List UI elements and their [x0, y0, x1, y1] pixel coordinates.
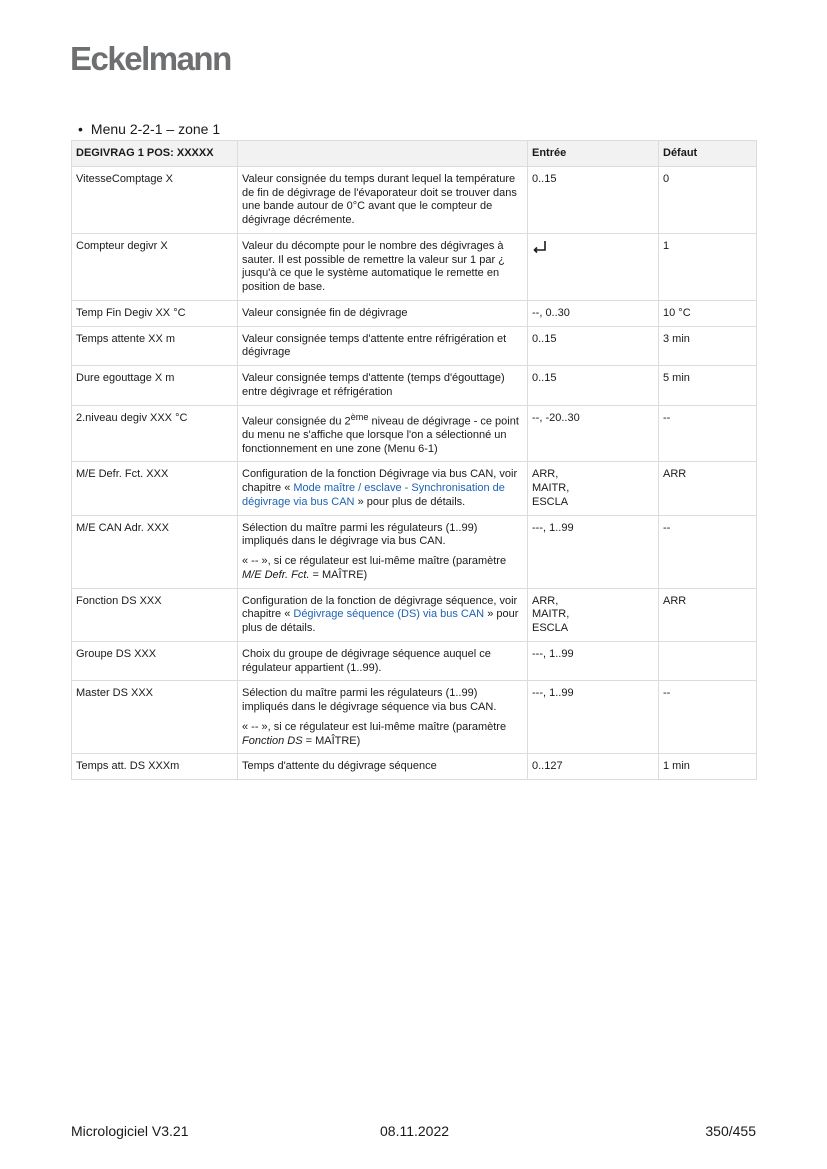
param-name: Fonction DS XXX [72, 588, 238, 641]
input-option: ESCLA [532, 622, 569, 635]
table-row [72, 515, 757, 588]
enter-key-icon [532, 240, 548, 254]
input-option: MAITR, [532, 608, 570, 621]
param-name: M/E Defr. Fct. XXX [72, 462, 238, 515]
table-row [72, 641, 757, 681]
table-row [72, 588, 757, 641]
desc-text: » pour plus de détails. [242, 608, 519, 635]
param-reference: Fonction DS [242, 734, 303, 747]
table-header-row [72, 141, 757, 167]
param-default: 1 [659, 233, 757, 300]
desc-paragraph [242, 721, 523, 749]
param-description: Valeur consignée du temps durant lequel la température de fin de dégivrage de l'évaporateur doit se trouver dans une bande autour de 0°C avant que le compteur de dégivrage décrémente. [238, 166, 528, 233]
param-default: ARR [659, 462, 757, 515]
param-name: Dure egouttage X m [72, 366, 238, 406]
param-default: 1 min [659, 754, 757, 780]
table-row [72, 366, 757, 406]
param-description: Choix du groupe de dégivrage séquence auquel ce régulateur appartient (1..99). [238, 641, 528, 681]
param-default: -- [659, 681, 757, 754]
table-row [72, 754, 757, 780]
desc-text: Configuration de la fonction de dégivrage séquence, voir chapitre « [242, 594, 518, 621]
col-header-parameter: DEGIVRAG 1 POS: XXXXX [72, 141, 238, 167]
input-option: ARR, [532, 594, 559, 607]
param-name: M/E CAN Adr. XXX [72, 515, 238, 588]
param-input: ---, 1..99 [528, 681, 659, 754]
table-row [72, 462, 757, 515]
param-default: 0 [659, 166, 757, 233]
param-input: ---, 1..99 [528, 641, 659, 681]
desc-text: niveau de dégivrage - ce point du menu ne s'affiche que lorsque l'on a sélectionné un fonctionnement en une zone (Menu 6-1) [242, 415, 519, 455]
param-default: 3 min [659, 326, 757, 366]
param-name: Temp Fin Degiv XX °C [72, 300, 238, 326]
desc-paragraph: Sélection du maître parmi les régulateurs (1..99) impliqués dans le dégivrage via bus CAN. [242, 521, 478, 548]
col-header-input: Entrée [528, 141, 659, 167]
param-input: 0..15 [528, 326, 659, 366]
param-description [238, 681, 528, 754]
param-default: ARR [659, 588, 757, 641]
param-description: Valeur consignée fin de dégivrage [238, 300, 528, 326]
param-description: Valeur du décompte pour le nombre des dégivrages à sauter. Il est possible de remettre la valeur sur 1 par ¿ jusqu'à ce que le système automatique le remette en position de base. [238, 233, 528, 300]
desc-text: Valeur consignée du 2 [242, 415, 351, 428]
param-description: Valeur consignée temps d'attente entre réfrigération et dégivrage [238, 326, 528, 366]
param-input: 0..15 [528, 166, 659, 233]
desc-text: = MAÎTRE) [309, 568, 368, 581]
param-input: --, -20..30 [528, 405, 659, 462]
input-option: ARR, [532, 468, 559, 481]
input-option: MAITR, [532, 482, 570, 495]
param-name: Compteur degivr X [72, 233, 238, 300]
param-description [238, 588, 528, 641]
param-default: 10 °C [659, 300, 757, 326]
menu-heading-text: Menu 2-2-1 – zone 1 [90, 121, 221, 137]
param-default [659, 641, 757, 681]
param-default: -- [659, 515, 757, 588]
param-name: Groupe DS XXX [72, 641, 238, 681]
bullet: • [78, 121, 83, 137]
superscript: ème [350, 411, 369, 422]
param-description [238, 515, 528, 588]
param-name: 2.niveau degiv XXX °C [72, 405, 238, 462]
param-name: Temps attente XX m [72, 326, 238, 366]
desc-text: Configuration de la fonction Dégivrage via bus CAN, voir chapitre « [242, 468, 518, 495]
table-row [72, 233, 757, 300]
param-input: 0..15 [528, 366, 659, 406]
table-row [72, 405, 757, 462]
param-input: 0..127 [528, 754, 659, 780]
param-name: VitesseComptage X [72, 166, 238, 233]
param-default: -- [659, 405, 757, 462]
table-row [72, 300, 757, 326]
eckelmann-logo: Eckelmann [70, 40, 231, 77]
input-option: ESCLA [532, 495, 569, 508]
param-input [528, 233, 659, 300]
chapter-link-sequence-defrost[interactable]: Dégivrage séquence (DS) via bus CAN [293, 608, 485, 621]
param-input: ---, 1..99 [528, 515, 659, 588]
param-input: --, 0..30 [528, 300, 659, 326]
desc-paragraph: Sélection du maître parmi les régulateurs (1..99) impliqués dans le dégivrage séquence via bus CAN. [242, 687, 497, 714]
param-input [528, 462, 659, 515]
desc-text: = MAÎTRE) [302, 734, 361, 747]
param-description [238, 462, 528, 515]
param-description [238, 405, 528, 462]
menu-heading [78, 121, 220, 137]
table-row [72, 681, 757, 754]
param-reference: M/E Defr. Fct. [242, 568, 310, 581]
footer-page-number: 350/455 [705, 1123, 756, 1139]
desc-paragraph [242, 555, 523, 583]
desc-text: » pour plus de détails. [354, 495, 466, 508]
param-default: 5 min [659, 366, 757, 406]
table-row [72, 326, 757, 366]
param-description: Temps d'attente du dégivrage séquence [238, 754, 528, 780]
chapter-link-master-slave[interactable]: Mode maître / esclave - Synchronisation de dégivrage via bus CAN [242, 482, 505, 508]
col-header-default: Défaut [659, 141, 757, 167]
param-name: Temps att. DS XXXm [72, 754, 238, 780]
desc-text: « -- », si ce régulateur est lui-même maître (paramètre [242, 720, 507, 733]
desc-text: « -- », si ce régulateur est lui-même maître (paramètre [242, 555, 507, 568]
param-description: Valeur consignée temps d'attente (temps d'égouttage) entre dégivrage et réfrigération [238, 366, 528, 406]
footer-date: 08.11.2022 [380, 1123, 450, 1139]
parameter-table [71, 140, 757, 780]
footer-firmware-version: Micrologiciel V3.21 [71, 1123, 189, 1139]
table-row [72, 166, 757, 233]
param-input [528, 588, 659, 641]
param-name: Master DS XXX [72, 681, 238, 754]
col-header-description [238, 141, 528, 167]
